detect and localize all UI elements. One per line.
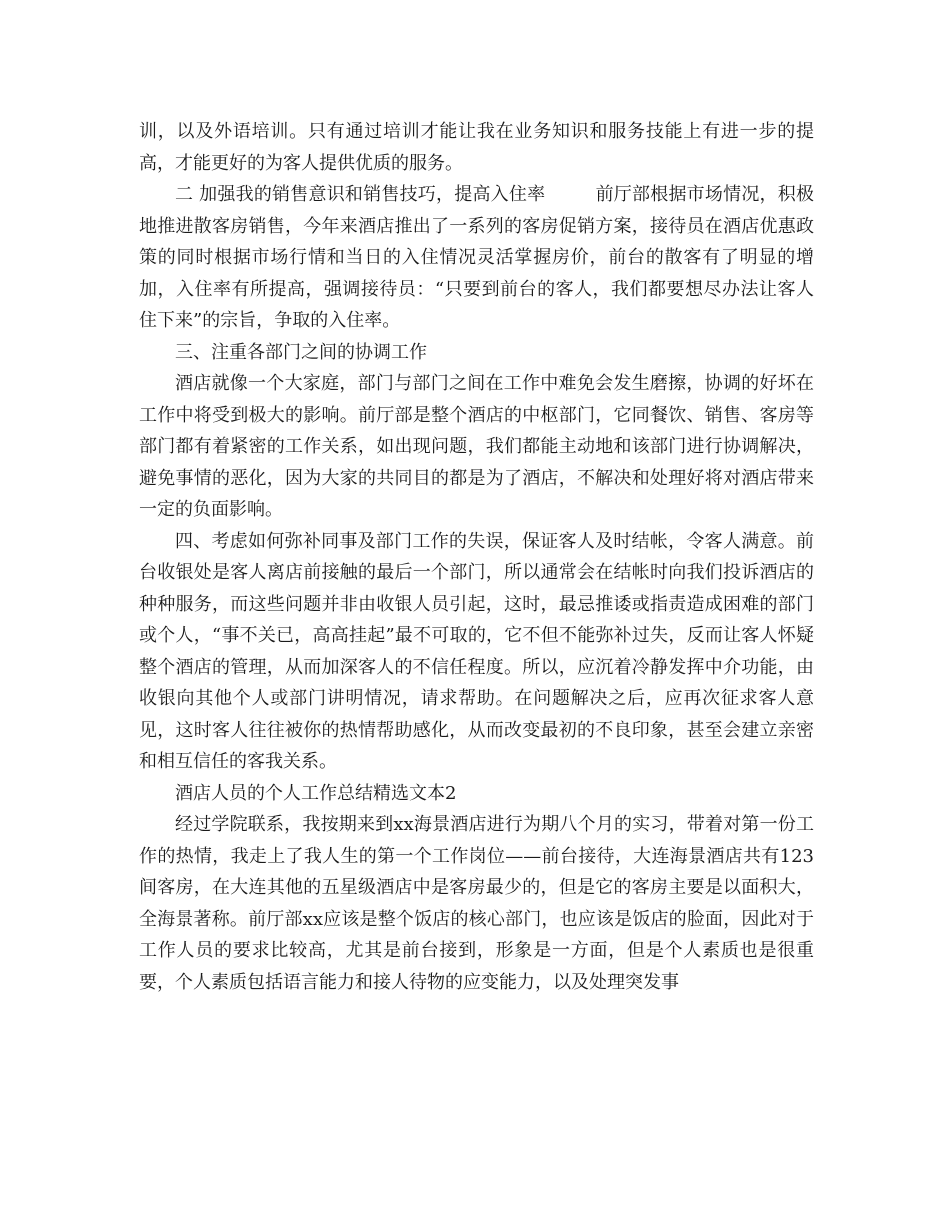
paragraph-cashier-errors: 四、考虑如何弥补同事及部门工作的失误，保证客人及时结帐，令客人满意。前台收银处是客人离店前接触的最后一个部门，所以通常会在结帐时向我们投诉酒店的种种服务，而这些问题并非由收银人员引起，这时，最忌推诿或指责造成困难的部门或个人，“事不关已，高高挂起”最不可取的，它不但不能弥补过失，反而让客人怀疑整个酒店的管理，从而加深客人的不信任程度。所以，应沉着冷静发挥中介功能，由收银向其他个人或部门讲明情况，请求帮助。在问题解决之后，应再次征求客人意见，这时客人往往被你的热情帮助感化，从而改变最初的不良印象，甚至会建立亲密和相互信任的客我关系。 xyxy=(139,530,814,772)
document-body xyxy=(139,116,814,998)
section-body-sales: 前厅部根据市场情况，积极地推进散客房销售，今年来酒店推出了一系列的客房促销方案，接待员在酒店优惠政策的同时根据市场行情和当日的入住情况灵活掌握房价，前台的散客有了明显的增加，入住率有所提高，强调接待员：“只要到前台的客人，我们都要想尽办法让客人住下来”的宗旨，争取的入住率。 xyxy=(139,184,814,331)
section-heading-sales: 二 加强我的销售意识和销售技巧，提高入住率 xyxy=(175,184,546,205)
paragraph-training-continued: 训，以及外语培训。只有通过培训才能让我在业务知识和服务技能上有进一步的提高，才能更好的为客人提供优质的服务。 xyxy=(139,121,814,174)
paragraph-internship: 经过学院联系，我按期来到xx海景酒店进行为期八个月的实习，带着对第一份工作的热情，我走上了我人生的第一个工作岗位——前台接待，大连海景酒店共有123间客房，在大连其他的五星级酒店中是客房最少的，但是它的客房主要是以面积大，全海景著称。前厅部xx应该是整个饭店的核心部门，也应该是饭店的脸面，因此对于工作人员的要求比较高，尤其是前台接到，形象是一方面，但是个人素质也是很重要，个人素质包括语言能力和接人待物的应变能力，以及处理突发事 xyxy=(139,814,814,993)
paragraph-sales-section xyxy=(139,179,814,337)
paragraph-coordination: 酒店就像一个大家庭，部门与部门之间在工作中难免会发生磨擦，协调的好坏在工作中将受到极大的影响。前厅部是整个酒店的中枢部门，它同餐饮、销售、客房等部门都有着紧密的工作关系，如出现问题，我们都能主动地和该部门进行协调解决，避免事情的恶化，因为大家的共同目的都是为了酒店，不解决和处理好将对酒店带来一定的负面影响。 xyxy=(139,373,814,520)
section-heading-coordination: 三、注重各部门之间的协调工作 xyxy=(175,341,427,363)
document-subtitle: 酒店人员的个人工作总结精选文本2 xyxy=(175,782,457,804)
